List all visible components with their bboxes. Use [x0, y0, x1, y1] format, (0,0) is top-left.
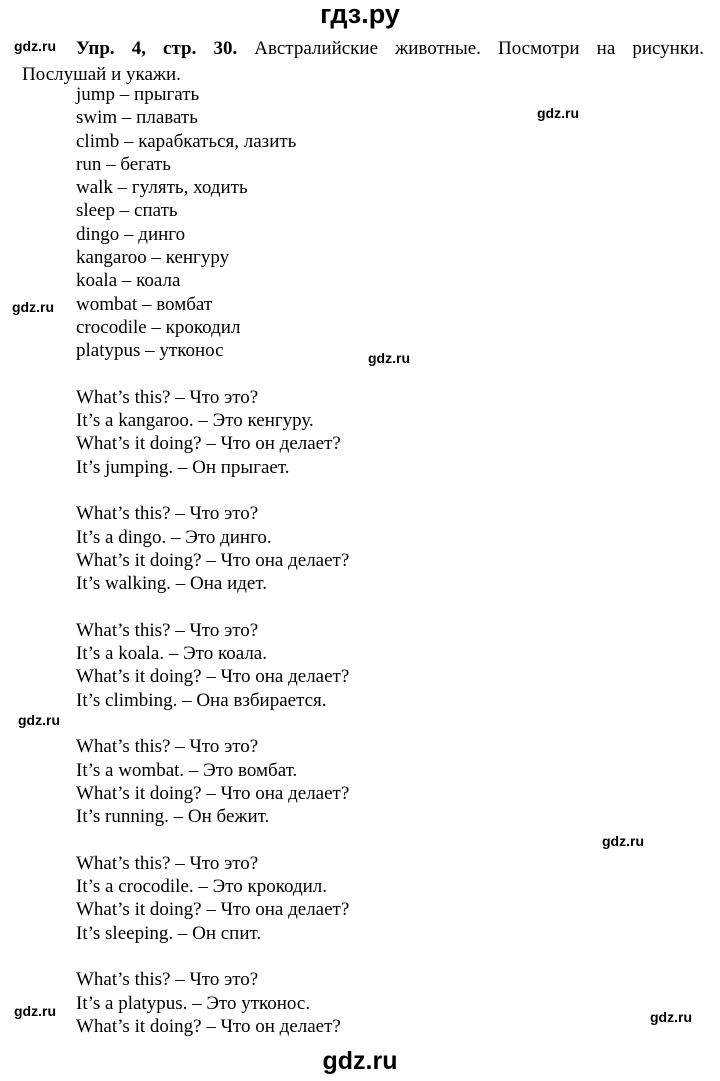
exercise-instruction-continued: Послушай и укажи.	[22, 64, 181, 85]
dialogue-line: It’s climbing. – Она взбирается.	[76, 689, 327, 711]
vocabulary-item: run – бегать	[76, 153, 171, 175]
watermark: gdz.ru	[18, 712, 60, 728]
dialogue-line: What’s it doing? – Что она делает?	[76, 666, 350, 688]
dialogue-line: It’s sleeping. – Он спит.	[76, 922, 262, 944]
dialogue-line: What’s it doing? – Что она делает?	[76, 782, 350, 804]
watermark: gdz.ru	[537, 105, 579, 121]
vocabulary-item: crocodile – крокодил	[76, 316, 241, 338]
exercise-reference: Упр. 4, стр. 30.	[76, 38, 238, 59]
vocabulary-item: kangaroo – кенгуру	[76, 247, 230, 269]
watermark: gdz.ru	[602, 833, 644, 849]
vocabulary-item: koala – коала	[76, 270, 181, 292]
dialogue-line: It’s a crocodile. – Это крокодил.	[76, 876, 328, 898]
exercise-content	[76, 83, 676, 1038]
watermark: gdz.ru	[14, 1003, 56, 1019]
dialogue-line: What’s this? – Что это?	[76, 969, 259, 991]
site-title: гдз.ру	[320, 0, 400, 29]
dialogue-line: What’s it doing? – Что он делает?	[76, 433, 341, 455]
dialogue-line: What’s it doing? – Что она делает?	[76, 899, 350, 921]
dialogue-line: It’s a koala. – Это коала.	[76, 643, 267, 665]
dialogue-line: What’s this? – Что это?	[76, 503, 259, 525]
dialogue-line: What’s it doing? – Что он делает?	[76, 1015, 341, 1037]
watermark: gdz.ru	[650, 1009, 692, 1025]
watermark: gdz.ru	[12, 299, 54, 315]
spacer	[76, 363, 676, 386]
exercise-instruction: Австралийские животные. Посмотри на рисунки.	[254, 38, 704, 59]
dialogue-wombat	[76, 735, 676, 828]
exercise-heading-line-1	[22, 36, 704, 62]
spacer	[76, 945, 676, 968]
dialogue-dingo	[76, 502, 676, 595]
vocabulary-item: wombat – вомбат	[76, 293, 213, 315]
vocabulary-item: sleep – спать	[76, 200, 178, 222]
dialogue-kangaroo	[76, 386, 676, 479]
vocabulary-item: platypus – утконос	[76, 340, 224, 362]
watermark: gdz.ru	[14, 38, 56, 54]
dialogue-line: What’s this? – Что это?	[76, 386, 259, 408]
dialogue-line: It’s running. – Он бежит.	[76, 806, 270, 828]
vocabulary-item: climb – карабкаться, лазить	[76, 130, 297, 152]
dialogue-line: It’s a dingo. – Это динго.	[76, 526, 272, 548]
dialogue-platypus	[76, 968, 676, 1038]
spacer	[76, 829, 676, 852]
dialogue-crocodile	[76, 852, 676, 945]
exercise-heading	[22, 36, 704, 88]
dialogue-line: It’s a kangaroo. – Это кенгуру.	[76, 410, 314, 432]
vocabulary-item: dingo – динго	[76, 223, 186, 245]
vocabulary-item: jump – прыгать	[76, 84, 200, 105]
spacer	[76, 596, 676, 619]
dialogue-line: It’s a platypus. – Это утконос.	[76, 992, 311, 1014]
dialogue-line: What’s this? – Что это?	[76, 852, 259, 874]
vocabulary-list	[76, 83, 676, 363]
dialogue-koala	[76, 619, 676, 712]
dialogue-line: What’s it doing? – Что она делает?	[76, 549, 350, 571]
spacer	[76, 479, 676, 502]
dialogue-line: What’s this? – Что это?	[76, 619, 259, 641]
watermark: gdz.ru	[368, 350, 410, 366]
dialogue-line: What’s this? – Что это?	[76, 736, 259, 758]
site-footer: gdz.ru	[322, 1047, 398, 1075]
dialogue-line: It’s a wombat. – Это вомбат.	[76, 759, 298, 781]
vocabulary-item: swim – плавать	[76, 107, 198, 129]
spacer	[76, 712, 676, 735]
dialogue-line: It’s jumping. – Он прыгает.	[76, 456, 290, 478]
dialogue-line: It’s walking. – Она идет.	[76, 573, 267, 595]
vocabulary-item: walk – гулять, ходить	[76, 177, 248, 199]
